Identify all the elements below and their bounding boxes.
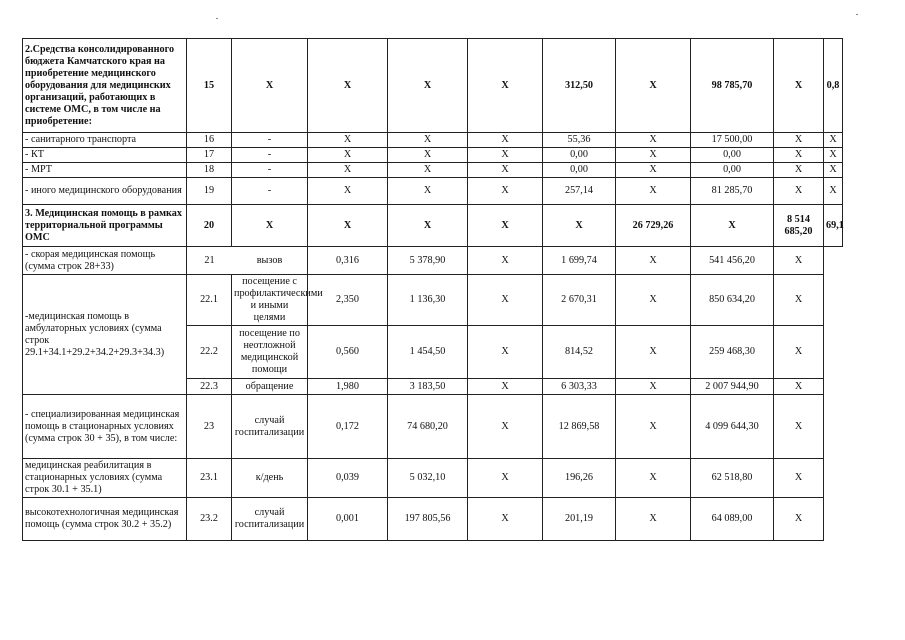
row-name: -медицинская помощь в амбулаторных условиях (сумма строк 29.1+34.1+29.2+34.2+29.3+34.3): [23, 275, 187, 395]
row-number: 16: [187, 133, 232, 148]
table-row: [23, 163, 843, 178]
value-cell: 0,00: [691, 148, 774, 163]
row-number: 21: [204, 254, 215, 266]
value-cell: X: [308, 148, 388, 163]
table-row: [23, 395, 843, 459]
unit-cell: случай госпитализации: [232, 395, 308, 459]
budget-table: [22, 38, 843, 541]
value-cell: X: [616, 133, 691, 148]
table-row: [23, 148, 843, 163]
value-cell: X: [616, 247, 691, 275]
value-cell: X: [774, 247, 824, 275]
value-cell: 257,14: [543, 178, 616, 205]
value-cell: X: [824, 163, 843, 178]
value-cell: X: [468, 178, 543, 205]
value-cell: X: [388, 148, 468, 163]
value-cell: 0,316: [308, 247, 388, 275]
row-number: 18: [187, 163, 232, 178]
value-cell: 0,00: [543, 163, 616, 178]
value-cell: 1 454,50: [388, 326, 468, 379]
value-cell: 55,36: [543, 133, 616, 148]
value-cell: X: [388, 133, 468, 148]
value-cell: 8 514 685,20: [774, 205, 824, 247]
value-cell: 814,52: [543, 326, 616, 379]
value-cell: X: [616, 379, 691, 395]
row-number: 23.1: [187, 459, 232, 498]
value-cell: X: [543, 205, 616, 247]
value-cell: X: [388, 205, 468, 247]
value-cell: 197 805,56: [388, 498, 468, 541]
value-cell: 3 183,50: [388, 379, 468, 395]
value-cell: 2 007 944,90: [691, 379, 774, 395]
value-cell: X: [691, 205, 774, 247]
unit-cell: X: [232, 205, 308, 247]
value-cell: X: [388, 39, 468, 133]
unit-cell: -: [232, 178, 308, 205]
row-name: - скорая медицинская помощь (сумма строк 28+33): [23, 247, 187, 275]
value-cell: X: [468, 163, 543, 178]
value-cell: X: [468, 205, 543, 247]
unit-cell: -: [232, 133, 308, 148]
value-cell: 0,00: [691, 163, 774, 178]
table-row: [23, 133, 843, 148]
row-name: - санитарного транспорта: [23, 133, 187, 148]
table-row: [23, 178, 843, 205]
value-cell: 6 303,33: [543, 379, 616, 395]
value-cell: X: [468, 459, 543, 498]
value-cell: X: [468, 275, 543, 326]
row-number: 22.1: [187, 275, 232, 326]
value-cell: 0,039: [308, 459, 388, 498]
value-cell: 74 680,20: [388, 395, 468, 459]
value-cell: X: [616, 498, 691, 541]
value-cell: X: [388, 163, 468, 178]
value-cell: X: [616, 39, 691, 133]
value-cell: X: [774, 163, 824, 178]
value-cell: X: [468, 148, 543, 163]
table-row: [23, 39, 843, 133]
value-cell: 98 785,70: [691, 39, 774, 133]
value-cell: X: [774, 178, 824, 205]
unit-cell: -: [232, 163, 308, 178]
value-cell: X: [468, 379, 543, 395]
row-number: 23: [187, 395, 232, 459]
row-number: 22.2: [187, 326, 232, 379]
scan-speck: [856, 14, 858, 15]
value-cell: X: [824, 133, 843, 148]
value-cell: 850 634,20: [691, 275, 774, 326]
row-number: 23.2: [187, 498, 232, 541]
value-cell: X: [308, 163, 388, 178]
table-row: [23, 205, 843, 247]
value-cell: X: [468, 247, 543, 275]
value-cell: X: [308, 178, 388, 205]
table-row: [23, 275, 843, 326]
value-cell: 0,8: [824, 39, 843, 133]
value-cell: X: [468, 498, 543, 541]
table-row: [23, 247, 843, 275]
unit-cell: случай госпитализации: [232, 498, 308, 541]
table-row: [23, 498, 843, 541]
row-number: 20: [187, 205, 232, 247]
row-number: 17: [187, 148, 232, 163]
value-cell: X: [774, 275, 824, 326]
value-cell: 196,26: [543, 459, 616, 498]
value-cell: X: [774, 133, 824, 148]
value-cell: 81 285,70: [691, 178, 774, 205]
value-cell: 0,00: [543, 148, 616, 163]
value-cell: 541 456,20: [691, 247, 774, 275]
unit-cell: посещение с профилактическими и иными целями: [232, 275, 308, 326]
value-cell: X: [616, 148, 691, 163]
value-cell: 5 032,10: [388, 459, 468, 498]
row-name: - специализированная медицинская помощь в стационарных условиях (сумма строк 30 + 35), в том числе:: [23, 395, 187, 459]
value-cell: 62 518,80: [691, 459, 774, 498]
value-cell: X: [824, 178, 843, 205]
value-cell: X: [468, 39, 543, 133]
value-cell: X: [824, 148, 843, 163]
value-cell: 4 099 644,30: [691, 395, 774, 459]
value-cell: X: [774, 326, 824, 379]
value-cell: X: [774, 39, 824, 133]
value-cell: X: [616, 163, 691, 178]
value-cell: 312,50: [543, 39, 616, 133]
value-cell: X: [616, 326, 691, 379]
value-cell: X: [616, 459, 691, 498]
unit-cell: -: [232, 148, 308, 163]
row-name: медицинская реабилитация в стационарных условиях (сумма строк 30.1 + 35.1): [23, 459, 187, 498]
value-cell: X: [468, 395, 543, 459]
value-cell: 64 089,00: [691, 498, 774, 541]
value-cell: 259 468,30: [691, 326, 774, 379]
value-cell: 0,172: [308, 395, 388, 459]
value-cell: X: [616, 395, 691, 459]
value-cell: X: [468, 326, 543, 379]
value-cell: X: [774, 459, 824, 498]
value-cell: 26 729,26: [616, 205, 691, 247]
unit-cell: обращение: [232, 379, 308, 395]
value-cell: 2,350: [308, 275, 388, 326]
value-cell: 1 699,74: [543, 247, 616, 275]
value-cell: 17 500,00: [691, 133, 774, 148]
value-cell: 69,1: [824, 205, 843, 247]
value-cell: X: [774, 395, 824, 459]
scan-speck: [216, 18, 218, 19]
row-name: 3. Медицинская помощь в рамках территориальной программы ОМС: [23, 205, 187, 247]
value-cell: X: [308, 205, 388, 247]
value-cell: X: [308, 39, 388, 133]
unit-cell: посещение по неотложной медицинской помощи: [232, 326, 308, 379]
table-row: [23, 459, 843, 498]
row-name: - МРТ: [23, 163, 187, 178]
row-number: 22.3: [187, 379, 232, 395]
value-cell: 2 670,31: [543, 275, 616, 326]
value-cell: X: [774, 498, 824, 541]
row-number: 15: [187, 39, 232, 133]
value-cell: 5 378,90: [388, 247, 468, 275]
value-cell: X: [774, 148, 824, 163]
row-name: высокотехнологичная медицинская помощь (сумма строк 30.2 + 35.2): [23, 498, 187, 541]
value-cell: X: [616, 275, 691, 326]
value-cell: X: [774, 379, 824, 395]
unit-cell: вызов: [256, 254, 283, 266]
row-name: 2.Средства консолидированного бюджета Камчатского края на приобретение медицинского оборудования для медицинских организаций, работающих в системе ОМС, в том числе на приобретение:: [23, 39, 187, 133]
value-cell: X: [616, 178, 691, 205]
value-cell: 12 869,58: [543, 395, 616, 459]
number-unit-cell: [187, 247, 308, 275]
unit-cell: к/день: [232, 459, 308, 498]
value-cell: X: [308, 133, 388, 148]
unit-cell: X: [232, 39, 308, 133]
value-cell: 201,19: [543, 498, 616, 541]
value-cell: X: [388, 178, 468, 205]
row-name: - иного медицинского оборудования: [23, 178, 187, 205]
value-cell: 0,001: [308, 498, 388, 541]
value-cell: 0,560: [308, 326, 388, 379]
row-name: - КТ: [23, 148, 187, 163]
value-cell: X: [468, 133, 543, 148]
row-number: 19: [187, 178, 232, 205]
value-cell: 1 136,30: [388, 275, 468, 326]
value-cell: 1,980: [308, 379, 388, 395]
